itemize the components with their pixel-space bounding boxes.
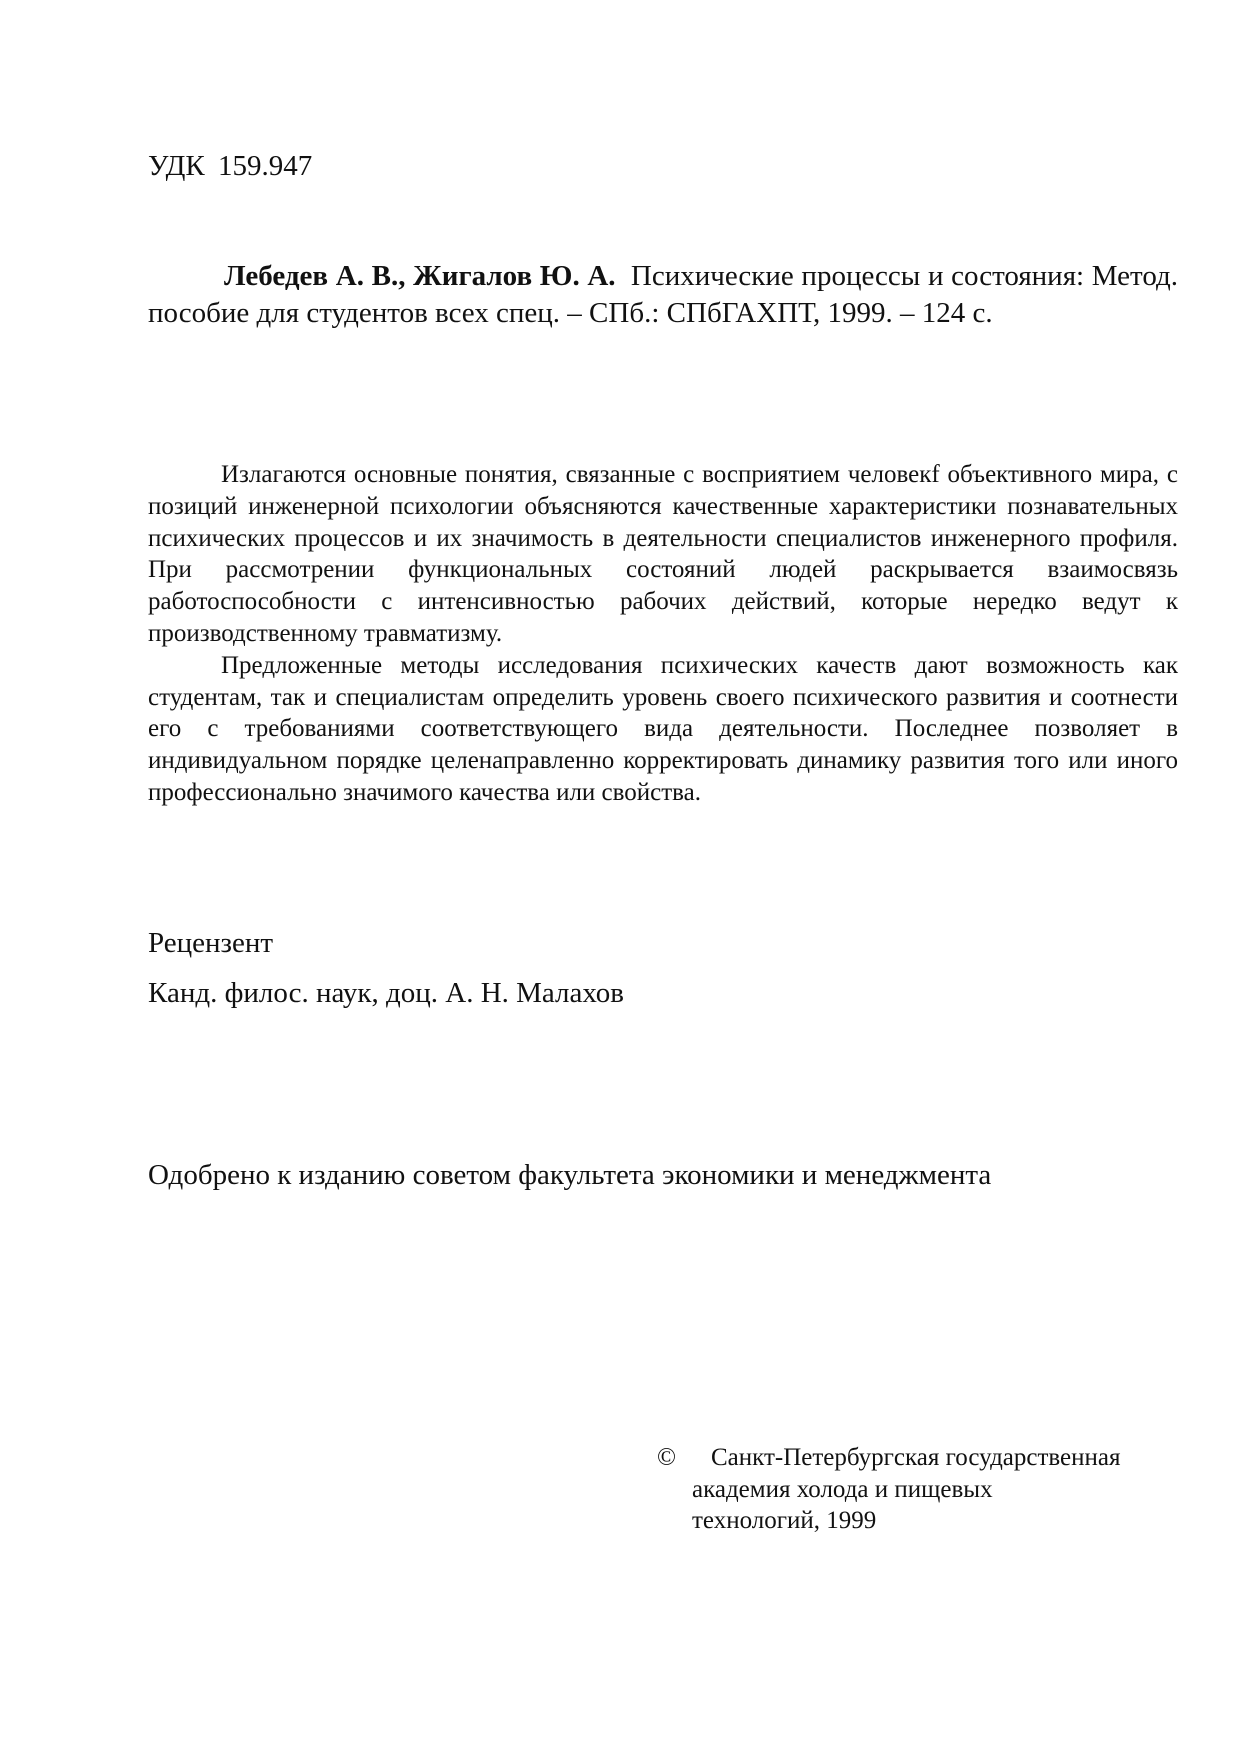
udk-code: УДК 159.947 bbox=[148, 150, 313, 182]
copyright-line: Санкт-Петербургская государственная bbox=[711, 1444, 1121, 1471]
annotation-paragraph: Излагаются основные понятия, связанные с восприятием человекf объективного мира, с позиций инженерной психологии объясняются качественные характеристики познавательных психических процессов и их значимость в деятельности специалистов инженерного профиля. При рассмотрении функциональных состояний людей раскрывается взаимосвязь работоспособности с интенсивностью рабочих действий, которые нередко ведут к производственному травматизму. bbox=[148, 461, 1178, 647]
copyright-sign: © bbox=[657, 1444, 676, 1471]
annotation-paragraph: Предложенные методы исследования психических качеств дают возможность как студентам, так и специалистам определить уровень своего психического развития и соотнести его с требованиями соответствующего вида деятельности. Последнее позволяет в индивидуальном порядке целенаправленно корректировать динамику развития того или иного профессионально значимого качества или свойства. bbox=[148, 651, 1178, 806]
bibliographic-citation bbox=[148, 258, 1178, 332]
citation-authors: Лебедев А. В., Жигалов Ю. А. bbox=[224, 260, 616, 292]
copyright-holder bbox=[692, 1442, 1192, 1537]
copyright-line: технологий, 1999 bbox=[692, 1507, 877, 1534]
annotation bbox=[148, 459, 1178, 809]
citation-text: Психические процессы и состояния: Метод. пособие для студентов всех спец. – СПб.: СПбГАХПТ, 1999. – 124 с. bbox=[148, 260, 1178, 329]
copyright-line: академия холода и пищевых bbox=[692, 1475, 993, 1503]
approval-note: Одобрено к изданию советом факультета экономики и менеджмента bbox=[148, 1159, 992, 1191]
reviewer-name: Канд. филос. наук, доц. А. Н. Малахов bbox=[148, 977, 624, 1009]
reviewer-label: Рецензент bbox=[148, 927, 274, 959]
